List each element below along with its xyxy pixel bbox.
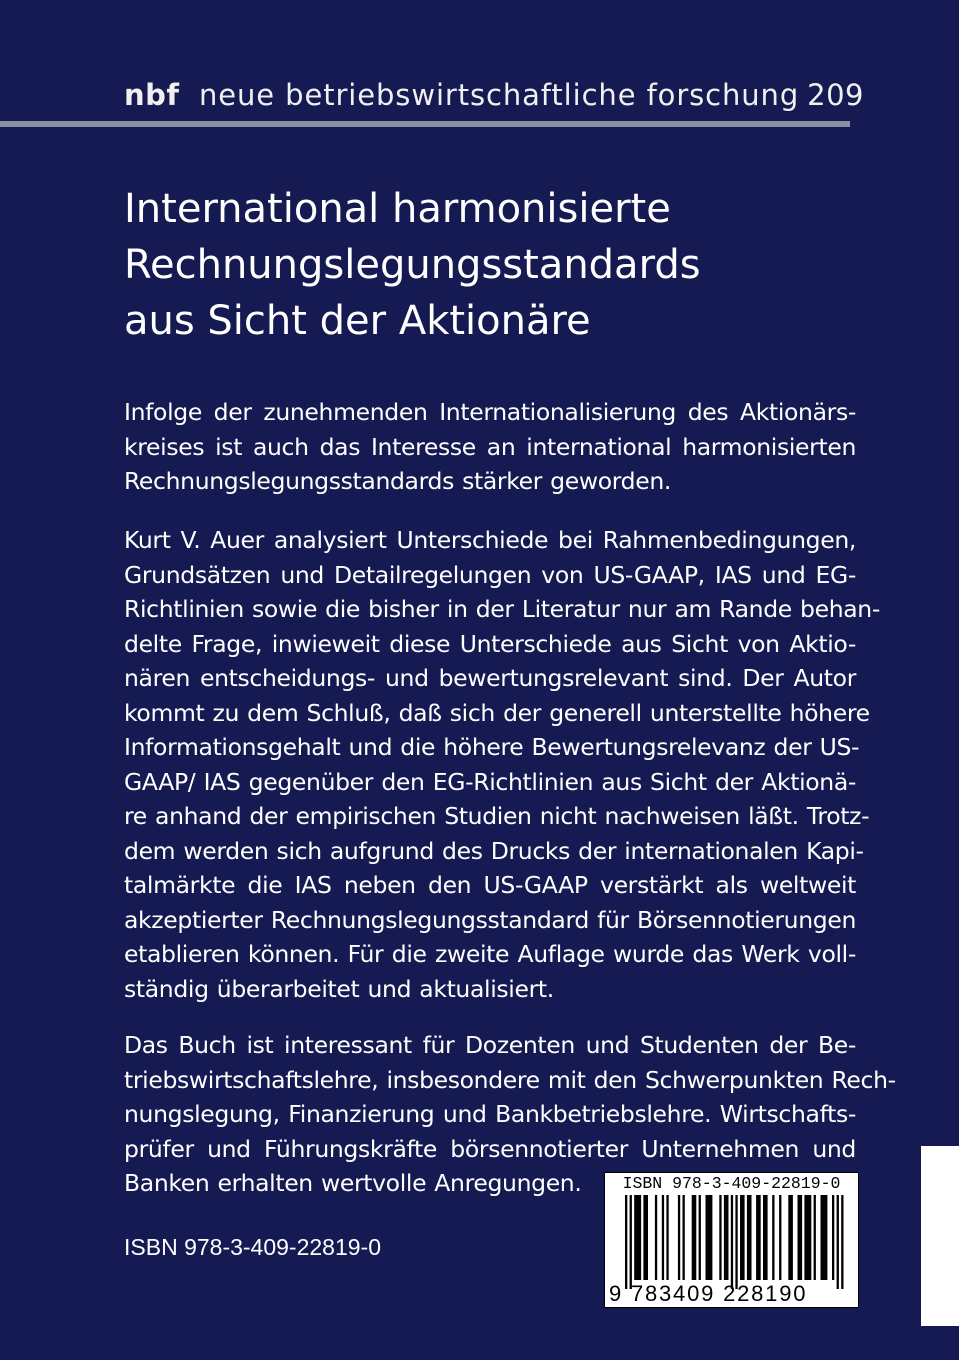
barcode-bar (666, 1195, 668, 1280)
barcode-bar (678, 1195, 680, 1280)
barcode-bar (763, 1195, 768, 1280)
text-line: kreises ist auch das Interesse an international harmonisierten (124, 432, 856, 461)
barcode-bar (798, 1195, 803, 1280)
barcode-bar (821, 1195, 828, 1280)
barcode-bar (731, 1195, 733, 1289)
barcode-bar (719, 1195, 721, 1280)
text-line: kommt zu dem Schluß, daß sich der generell unterstellte höhere (124, 698, 870, 727)
barcode-bar (643, 1195, 648, 1280)
text-line: Infolge der zunehmenden Internationalisierung des Aktionärs- (124, 398, 856, 426)
barcode-bar (779, 1195, 781, 1280)
barcode-bar (706, 1195, 713, 1280)
text-line: etablieren können. Für die zweite Auflage wurde das Werk voll- (124, 940, 856, 968)
barcode-bar (814, 1195, 816, 1280)
barcode-bar (832, 1195, 834, 1280)
barcode-bar (740, 1195, 745, 1280)
text-line: akzeptierter Rechnungslegungsstandard für Börsennotierungen (124, 905, 856, 934)
title-line: Rechnungslegungsstandards (124, 242, 701, 288)
series-number: 209 (807, 78, 864, 112)
text-line: triebswirtschaftslehre, insbesondere mit den Schwerpunkten Rech- (124, 1065, 896, 1094)
barcode-bar (756, 1195, 761, 1280)
series-header (124, 70, 864, 120)
text-line: Grundsätzen und Detailregelungen von US-GAAP, IAS und EG- (124, 560, 856, 589)
barcode-bar (625, 1195, 627, 1289)
title-line: aus Sicht der Aktionäre (124, 298, 591, 344)
text-line: delte Frage, inwieweit diese Unterschiede aus Sicht von Aktio- (124, 629, 856, 658)
isbn-label: ISBN 978-3-409-22819-0 (124, 1234, 381, 1260)
barcode-bar (747, 1195, 752, 1280)
text-line: dem werden sich aufgrund des Drucks der internationalen Kapi- (124, 836, 864, 865)
barcode-bar (841, 1195, 843, 1289)
barcode-bar (788, 1195, 793, 1280)
text-line: Informationsgehalt und die höhere Bewertungsrelevanz der US- (124, 733, 860, 761)
barcode-bar (692, 1195, 697, 1280)
barcode-bar (837, 1195, 839, 1289)
text-line: ständig überarbeitet und aktualisiert. (124, 974, 554, 1003)
barcode-bar (662, 1195, 664, 1280)
text-line: Banken erhalten wertvolle Anregungen. (124, 1169, 582, 1197)
title-line: International harmonisierte (124, 186, 671, 232)
barcode-bar (634, 1195, 641, 1280)
barcode-digits: 9 783409 228190 (609, 1281, 808, 1306)
series-abbreviation: nbf (124, 78, 180, 112)
series-name: neue betriebswirtschaftliche forschung (199, 78, 800, 112)
barcode-bar (724, 1195, 729, 1280)
barcode-bar (699, 1195, 701, 1280)
barcode-bar (655, 1195, 657, 1280)
barcode-label (604, 1172, 859, 1308)
text-line: re anhand der empirischen Studien nicht nachweisen läßt. Trotz- (124, 802, 870, 830)
barcode-bar (772, 1195, 774, 1280)
text-line: Kurt V. Auer analysiert Unterschiede bei Rahmenbedingungen, (124, 526, 856, 554)
book-title (124, 181, 864, 349)
text-line: Rechnungslegungsstandards stärker geworden. (124, 467, 671, 495)
white-edge-tab (921, 1146, 959, 1326)
text-line: Das Buch ist interessant für Dozenten und Studenten der Be- (124, 1031, 856, 1059)
header-rule (0, 121, 850, 127)
text-line: prüfer und Führungskräfte börsennotierter Unternehmen und (124, 1134, 856, 1163)
barcode-isbn-caption: ISBN 978-3-409-22819-0 (622, 1174, 841, 1193)
barcode-bar (683, 1195, 685, 1280)
summary-paragraph (124, 523, 880, 1006)
text-line: talmärkte die IAS neben den US-GAAP verstärkt als weltweit (124, 871, 856, 899)
text-line: Richtlinien sowie die bisher in der Literatur nur am Rande behan- (124, 595, 880, 623)
barcode-bar (735, 1195, 737, 1289)
barcode-bar (630, 1195, 632, 1289)
barcode-bar (804, 1195, 811, 1280)
text-line: GAAP/ IAS gegenüber den EG-Richtlinien aus Sicht der Aktionä- (124, 767, 856, 796)
intro-paragraph (124, 395, 856, 499)
text-line: nungslegung, Finanzierung und Bankbetriebslehre. Wirtschafts- (124, 1100, 856, 1128)
text-line: nären entscheidungs- und bewertungsrelevant sind. Der Autor (124, 664, 856, 692)
